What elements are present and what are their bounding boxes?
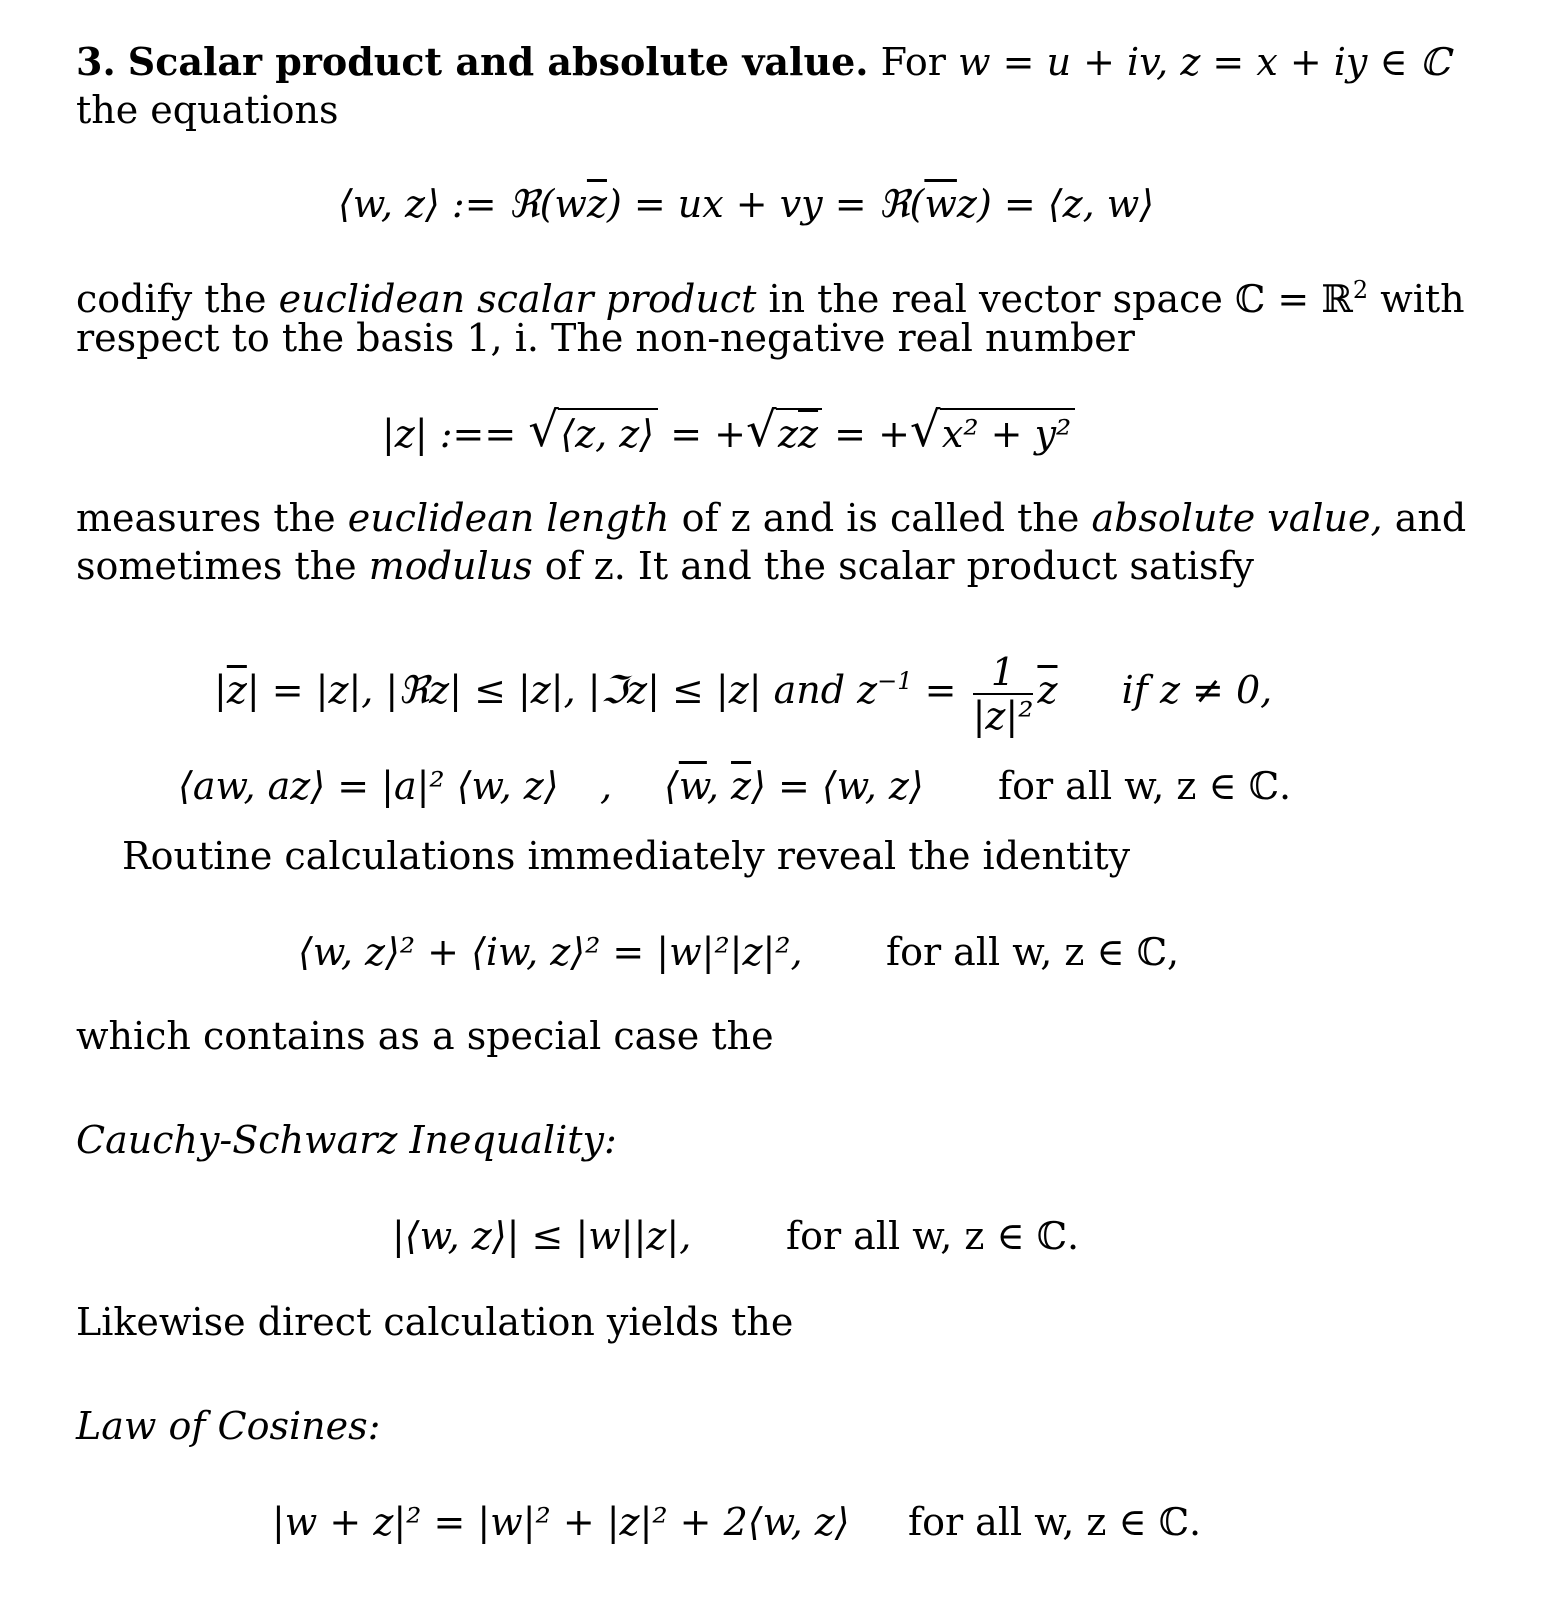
equation-invariance-cond xyxy=(998,760,1291,812)
equation-invariance-sep xyxy=(600,760,612,812)
equation-conjugate-invariance: $⟨\overline{w}$, $\overline{z}⟩$ = ⟨w, z⟩ xyxy=(664,764,924,808)
eq6-body: |⟨w, z⟩| ≤ |w||z|, xyxy=(392,1214,692,1258)
eq5-condition: for all w, z ∈ ℂ, xyxy=(886,930,1180,974)
para5 xyxy=(76,1012,774,1060)
heading-lc-text: Law of Cosines: xyxy=(76,1404,381,1448)
eq5-body: ⟨w, z⟩² + ⟨iw, z⟩² = |w|²|z|², xyxy=(298,930,803,974)
intro-math: w = u + iv, z = x + iy ∈ ℂ xyxy=(958,40,1450,84)
eq2-rad3: x² + y² xyxy=(940,408,1075,456)
eq3-numerator: 1 xyxy=(973,651,1034,695)
equation-properties: $|\overline{z}| = |z|$, |ℜz| ≤ |z|, |ℑz| ≤ |z| and $z^{-1}$ = $\frac{1}{\text{|z|²}}$ $\overline{z}$ if z ≠ 0, xyxy=(214,649,1273,738)
eq2-mid2: = + xyxy=(834,412,910,456)
heading-cs-text: Cauchy-Schwarz Inequality: xyxy=(76,1118,617,1162)
para3-line1 xyxy=(76,494,1467,542)
eq1-lhs: ⟨w, z⟩ := ℜ(w xyxy=(338,182,587,226)
para3-emph-absolute: absolute value, xyxy=(1091,496,1383,540)
para5-text: which contains as a special case the xyxy=(76,1014,774,1058)
eq3-zbar-after: $\overline{z}$ xyxy=(1037,668,1058,712)
para3-text-b: of z and is called the xyxy=(681,496,1080,540)
para2-line2-text: respect to the basis 1, i. The non-negative real number xyxy=(76,316,1135,360)
heading-law-of-cosines xyxy=(76,1402,380,1450)
eq2-mid: = + xyxy=(670,412,746,456)
equation-cauchy-schwarz xyxy=(392,1210,691,1262)
eq7-body: |w + z|² = |w|² + |z|² + 2⟨w, z⟩ xyxy=(272,1500,850,1544)
eq4-zbar: $\overline{z}$ xyxy=(731,764,752,808)
eq2-rad1: ⟨z, z⟩ xyxy=(558,408,658,456)
para2-text-c: with xyxy=(1380,277,1465,321)
eq2-sqrt-3 xyxy=(910,408,1075,460)
eq2-rad2-z: z xyxy=(778,412,799,456)
eq2-sqrt-2 xyxy=(746,408,822,460)
eq1-rhs: z) = ⟨z, w⟩ xyxy=(956,182,1155,226)
eq4-wbar: $\overline{w}$ xyxy=(678,764,707,808)
para2-text-b-main: in the real vector space ℂ = ℝ xyxy=(768,277,1353,321)
eq3-equals: = xyxy=(924,668,957,712)
para6-text: Likewise direct calculation yields the xyxy=(76,1300,794,1344)
para3-line2 xyxy=(76,542,1254,590)
eq3-fraction xyxy=(973,651,1034,737)
eq4-lhs: ⟨aw, az⟩ = |a|² ⟨w, z⟩ xyxy=(178,764,559,808)
section-number: 3. xyxy=(76,39,116,84)
para6 xyxy=(76,1298,793,1346)
eq7-condition: for all w, z ∈ ℂ. xyxy=(908,1500,1202,1544)
intro-the-equations: the equations xyxy=(76,88,339,132)
eq1-conj-z: $\overline{z}$ xyxy=(586,182,607,226)
equation-law-of-cosines-cond xyxy=(908,1496,1201,1548)
para2-sup: 2 xyxy=(1352,276,1369,304)
eq4-condition: for all w, z ∈ ℂ. xyxy=(998,764,1292,808)
eq3-zbar: $\overline{z}$ xyxy=(226,668,247,712)
eq3-denominator: |z|² xyxy=(972,693,1034,738)
eq3-exponent: −1 xyxy=(877,667,913,695)
eq2-rad2-zbar: $\overline{z}$ xyxy=(798,412,819,456)
intro-for: For xyxy=(880,40,946,84)
para4 xyxy=(122,832,1130,880)
eq1-mid: ) = ux + vy = ℜ( xyxy=(606,182,925,226)
para3-text-c: and xyxy=(1394,496,1467,540)
eq2-sqrt-1 xyxy=(528,408,658,460)
para2-text-a: codify the xyxy=(76,277,267,321)
equation-identity-cond xyxy=(886,926,1179,978)
equation-identity xyxy=(298,926,803,978)
section-title: Scalar product and absolute value. xyxy=(127,39,869,84)
equation-cauchy-schwarz-cond xyxy=(786,1210,1079,1262)
para3-emph-modulus: modulus xyxy=(368,544,533,588)
para3-line2-b: of z. It and the scalar product satisfy xyxy=(544,544,1255,588)
intro-line-2 xyxy=(76,86,339,134)
equation-invariance xyxy=(178,760,559,812)
eq4-rhs: ⟩ = ⟨w, z⟩ xyxy=(751,764,924,808)
equation-law-of-cosines xyxy=(272,1496,850,1548)
eq1-conj-w: $\overline{w}$ xyxy=(924,182,957,226)
para4-text: Routine calculations immediately reveal the identity xyxy=(122,834,1131,878)
eq3-part1: | = |z|, |ℜz| ≤ |z|, |ℑz| ≤ |z| and z xyxy=(246,668,878,712)
equation-scalar-product xyxy=(338,178,1154,230)
para3-text-a: measures the xyxy=(76,496,336,540)
equation-absolute-value xyxy=(382,408,1075,460)
eq4-sep: , xyxy=(600,764,613,808)
eq2-lhs: |z| :== xyxy=(382,412,517,456)
para2-line2 xyxy=(76,314,1135,362)
eq6-condition: for all w, z ∈ ℂ. xyxy=(786,1214,1080,1258)
section-heading-line xyxy=(76,38,1450,86)
heading-cauchy-schwarz xyxy=(76,1116,617,1164)
eq3-condition: if z ≠ 0, xyxy=(1121,668,1273,712)
para3-line2-a: sometimes the xyxy=(76,544,357,588)
para3-emph-length: euclidean length xyxy=(347,496,670,540)
para2-emph-scalar-product: euclidean scalar product xyxy=(278,277,757,321)
